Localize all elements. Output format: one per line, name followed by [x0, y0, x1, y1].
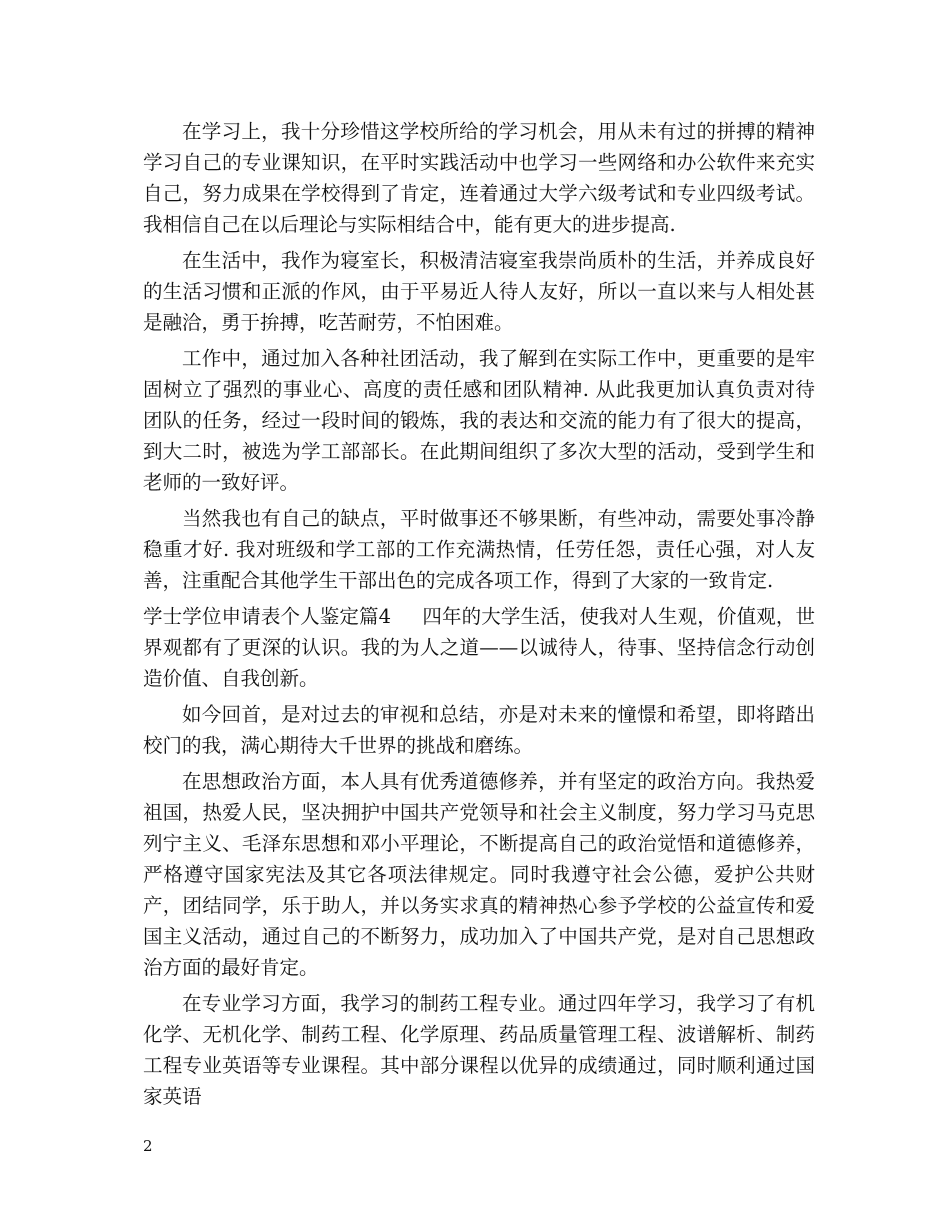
paragraph-political: 在思想政治方面，本人具有优秀道德修养，并有坚定的政治方向。我热爱祖国，热爱人民，坚决拥护中国共产党领导和社会主义制度，努力学习马克思列宁主义、毛泽东思想和邓小平理论，不断提高自己的政治觉悟和道德修养，严格遵守国家宪法及其它各项法律规定。同时我遵守社会公德，爱护公共财产，团结同学，乐于助人，并以务实求真的精神热心参予学校的公益宣传和爱国主义活动，通过自己的不断努力，成功加入了中国共产党，是对自己思想政治方面的最好肯定。 — [143, 770, 815, 979]
page-number: 2 — [143, 1137, 153, 1155]
paragraph-study: 在学习上，我十分珍惜这学校所给的学习机会，用从未有过的拼搏的精神学习自己的专业课知识，在平时实践活动中也学习一些网络和办公软件来充实自己，努力成果在学校得到了肯定，连着通过大学六级考试和专业四级考试。我相信自己在以后理论与实际相结合中，能有更大的进步提高. — [143, 120, 815, 236]
paragraph-retrospect: 如今回首，是对过去的审视和总结，亦是对未来的憧憬和希望，即将踏出校门的我，满心期待大千世界的挑战和磨练。 — [143, 703, 815, 757]
paragraph-work: 工作中，通过加入各种社团活动，我了解到在实际工作中，更重要的是牢固树立了强烈的事业心、高度的责任感和团队精神. 从此我更加认真负责对待团队的任务，经过一段时间的锻炼，我的表达和交流的能力有了很大的提高，到大二时，被选为学工部部长。在此期间组织了多次大型的活动，受到学生和老师的一致好评。 — [143, 347, 815, 494]
document-body — [143, 116, 815, 1117]
paragraph-life: 在生活中，我作为寝室长，积极清洁寝室我崇尚质朴的生活，并养成良好的生活习惯和正派的作风，由于平易近人待人友好，所以一直以来与人相处甚是融洽，勇于拚搏，吃苦耐劳，不怕困难。 — [143, 249, 815, 334]
section-intro-text: 四年的大学生活，使我对人生观，价值观，世界观都有了更深的认识。我的为人之道——以诚待人，待事、坚持信念行动创造价值、自我创新。 — [143, 605, 815, 690]
section-heading: 学士学位申请表个人鉴定篇4 — [143, 605, 392, 628]
paragraph-shortcomings: 当然我也有自己的缺点，平时做事还不够果断，有些冲动，需要处事冷静稳重才好. 我对班级和学工部的工作充满热情，任劳任怨，责任心强，对人友善，注重配合其他学生干部出色的完成各项工作，得到了大家的一致肯定. — [143, 507, 815, 592]
paragraph-section-4 — [143, 601, 815, 694]
paragraph-professional: 在专业学习方面，我学习的制药工程专业。通过四年学习，我学习了有机化学、无机化学、制药工程、化学原理、药品质量管理工程、波谱解析、制药工程专业英语等专业课程。其中部分课程以优异的成绩通过，同时顺利通过国家英语 — [143, 992, 815, 1108]
